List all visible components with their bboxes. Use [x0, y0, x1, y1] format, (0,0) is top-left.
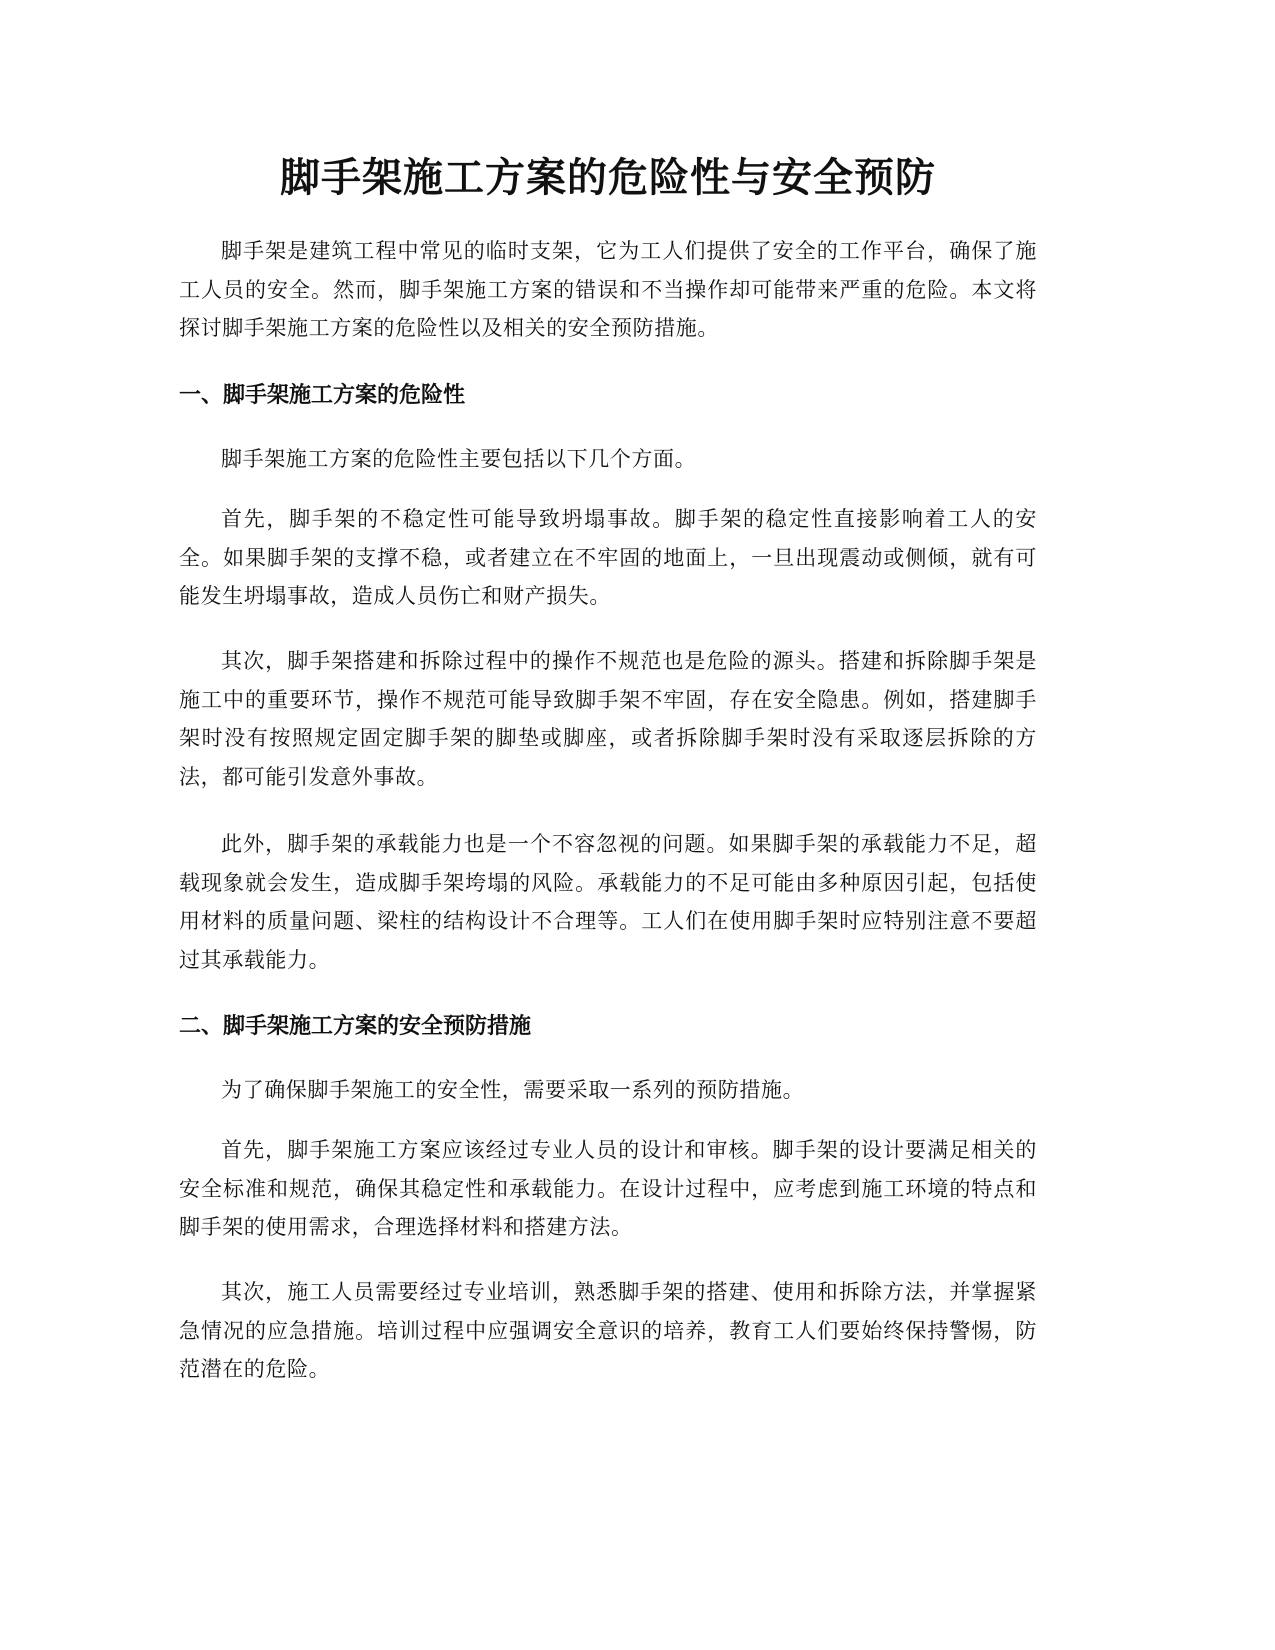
section-2-paragraph-1: 为了确保脚手架施工的安全性，需要采取一系列的预防措施。 — [221, 1078, 805, 1102]
section-1-paragraph-4: 此外，脚手架的承载能力也是一个不容忽视的问题。如果脚手架的承载能力不足，超载现象就会发生，造成脚手架垮塌的风险。承载能力的不足可能由多种原因引起，包括使用材料的质量问题、梁柱的结构设计不合理等。工人们在使用脚手架时应特别注意不要超过其承载能力。 — [179, 832, 1037, 972]
intro-paragraph: 脚手架是建筑工程中常见的临时支架，它为工人们提供了安全的工作平台，确保了施工人员的安全。然而，脚手架施工方案的错误和不当操作却可能带来严重的危险。本文将探讨脚手架施工方案的危险性以及相关的安全预防措施。 — [179, 239, 1037, 340]
section-1-paragraph-1: 脚手架施工方案的危险性主要包括以下几个方面。 — [221, 447, 697, 471]
section-1-paragraph-3: 其次，脚手架搭建和拆除过程中的操作不规范也是危险的源头。搭建和拆除脚手架是施工中的重要环节，操作不规范可能导致脚手架不牢固，存在安全隐患。例如，搭建脚手架时没有按照规定固定脚手架的脚垫或脚座，或者拆除脚手架时没有采取逐层拆除的方法，都可能引发意外事故。 — [179, 649, 1037, 789]
section-2-paragraph-3: 其次，施工人员需要经过专业培训，熟悉脚手架的搭建、使用和拆除方法，并掌握紧急情况的应急措施。培训过程中应强调安全意识的培养，教育工人们要始终保持警惕，防范潜在的危险。 — [179, 1280, 1037, 1381]
section-1-heading: 一、脚手架施工方案的危险性 — [179, 383, 466, 408]
section-2-heading: 二、脚手架施工方案的安全预防措施 — [179, 1014, 532, 1039]
section-1-paragraph-2: 首先，脚手架的不稳定性可能导致坍塌事故。脚手架的稳定性直接影响着工人的安全。如果脚手架的支撑不稳，或者建立在不牢固的地面上，一旦出现震动或侧倾，就有可能发生坍塌事故，造成人员伤亡和财产损失。 — [179, 507, 1037, 608]
document-title: 脚手架施工方案的危险性与安全预防 — [280, 155, 936, 201]
section-2-paragraph-2: 首先，脚手架施工方案应该经过专业人员的设计和审核。脚手架的设计要满足相关的安全标准和规范，确保其稳定性和承载能力。在设计过程中，应考虑到施工环境的特点和脚手架的使用需求，合理选择材料和搭建方法。 — [179, 1138, 1037, 1239]
